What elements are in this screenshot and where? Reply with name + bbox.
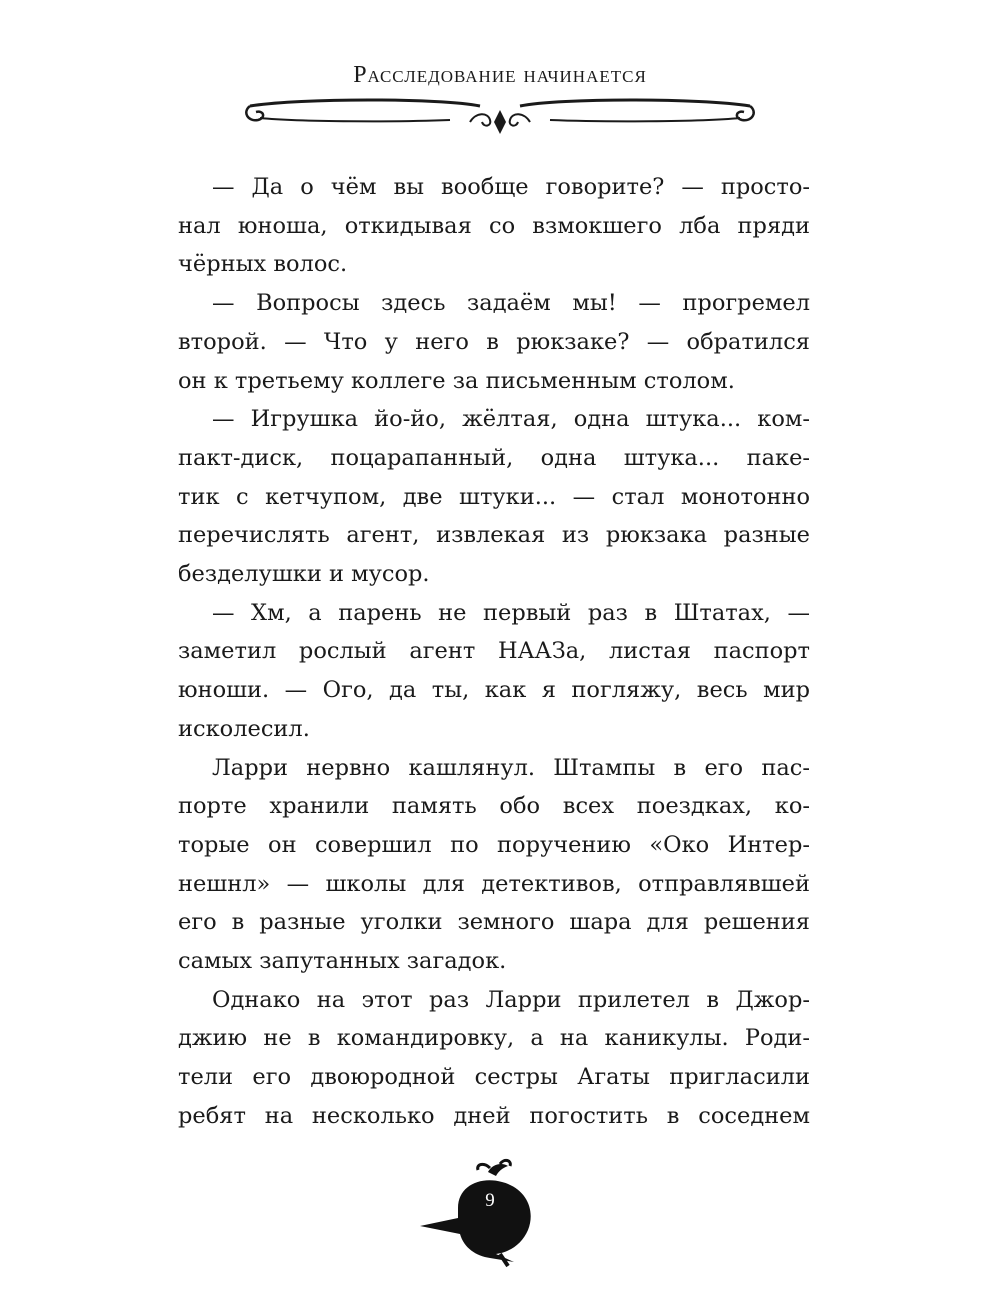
paragraph [178, 168, 810, 284]
text-line: — Да о чём вы вообще говорите? — просто- [212, 174, 810, 200]
kiwi-bird-icon [418, 1158, 548, 1268]
paragraph [178, 749, 810, 981]
text-line: — Вопросы здесь задаём мы! — прогремел [212, 290, 810, 317]
text-line: торые он совершил по поручению «Око Интер- [178, 831, 810, 858]
text-line: он к третьему коллеге за письменным столом. [178, 367, 735, 394]
page-number: 9 [485, 1190, 495, 1211]
text-line: чёрных волос. [178, 251, 348, 278]
text-line: второй. — Что у него в рюкзаке? — обратился [178, 328, 810, 355]
text-line: безделушки и мусор. [178, 561, 430, 588]
paragraph [178, 400, 810, 594]
text-line: Ларри нервно кашлянул. Штампы в его пас- [212, 754, 810, 781]
text-line: нешнл» — школы для детективов, отправлявшей [178, 870, 810, 897]
paragraph [178, 284, 810, 400]
text-line: ребят на несколько дней погостить в соседнем [178, 1102, 810, 1129]
text-line: заметил рослый агент НААЗа, листая паспорт [178, 638, 810, 665]
text-line: Однако на этот раз Ларри прилетел в Джор- [212, 986, 810, 1013]
ornament-divider-icon [240, 92, 760, 138]
text-line: тик с кетчупом, две штуки... — стал монотонно [178, 483, 810, 510]
paragraph [178, 594, 810, 749]
running-header: Расследование начинается [353, 62, 647, 88]
text-line: его в разные уголки земного шара для решения [178, 909, 810, 936]
text-line: юноши. — Ого, да ты, как я погляжу, весь мир [178, 677, 810, 704]
text-line: самых запутанных загадок. [178, 948, 507, 975]
paragraph [178, 981, 810, 1136]
text-line: — Игрушка йо-йо, жёлтая, одна штука... ком- [212, 406, 810, 433]
text-line: порте хранили память обо всех поездках, ко- [178, 793, 810, 820]
text-line: пакт-диск, поцарапанный, одна штука... паке- [178, 444, 810, 471]
text-line: — Хм, а парень не первый раз в Штатах, — [212, 599, 810, 626]
text-line: нал юноша, откидывая со взмокшего лба пряди [178, 212, 810, 239]
text-line: исколесил. [178, 715, 310, 742]
text-line: перечислять агент, извлекая из рюкзака разные [178, 522, 810, 549]
text-line: джию не в командировку, а на каникулы. Роди- [178, 1025, 810, 1052]
body-text [178, 168, 810, 1136]
text-line: тели его двоюродной сестры Агаты пригласили [178, 1064, 810, 1091]
